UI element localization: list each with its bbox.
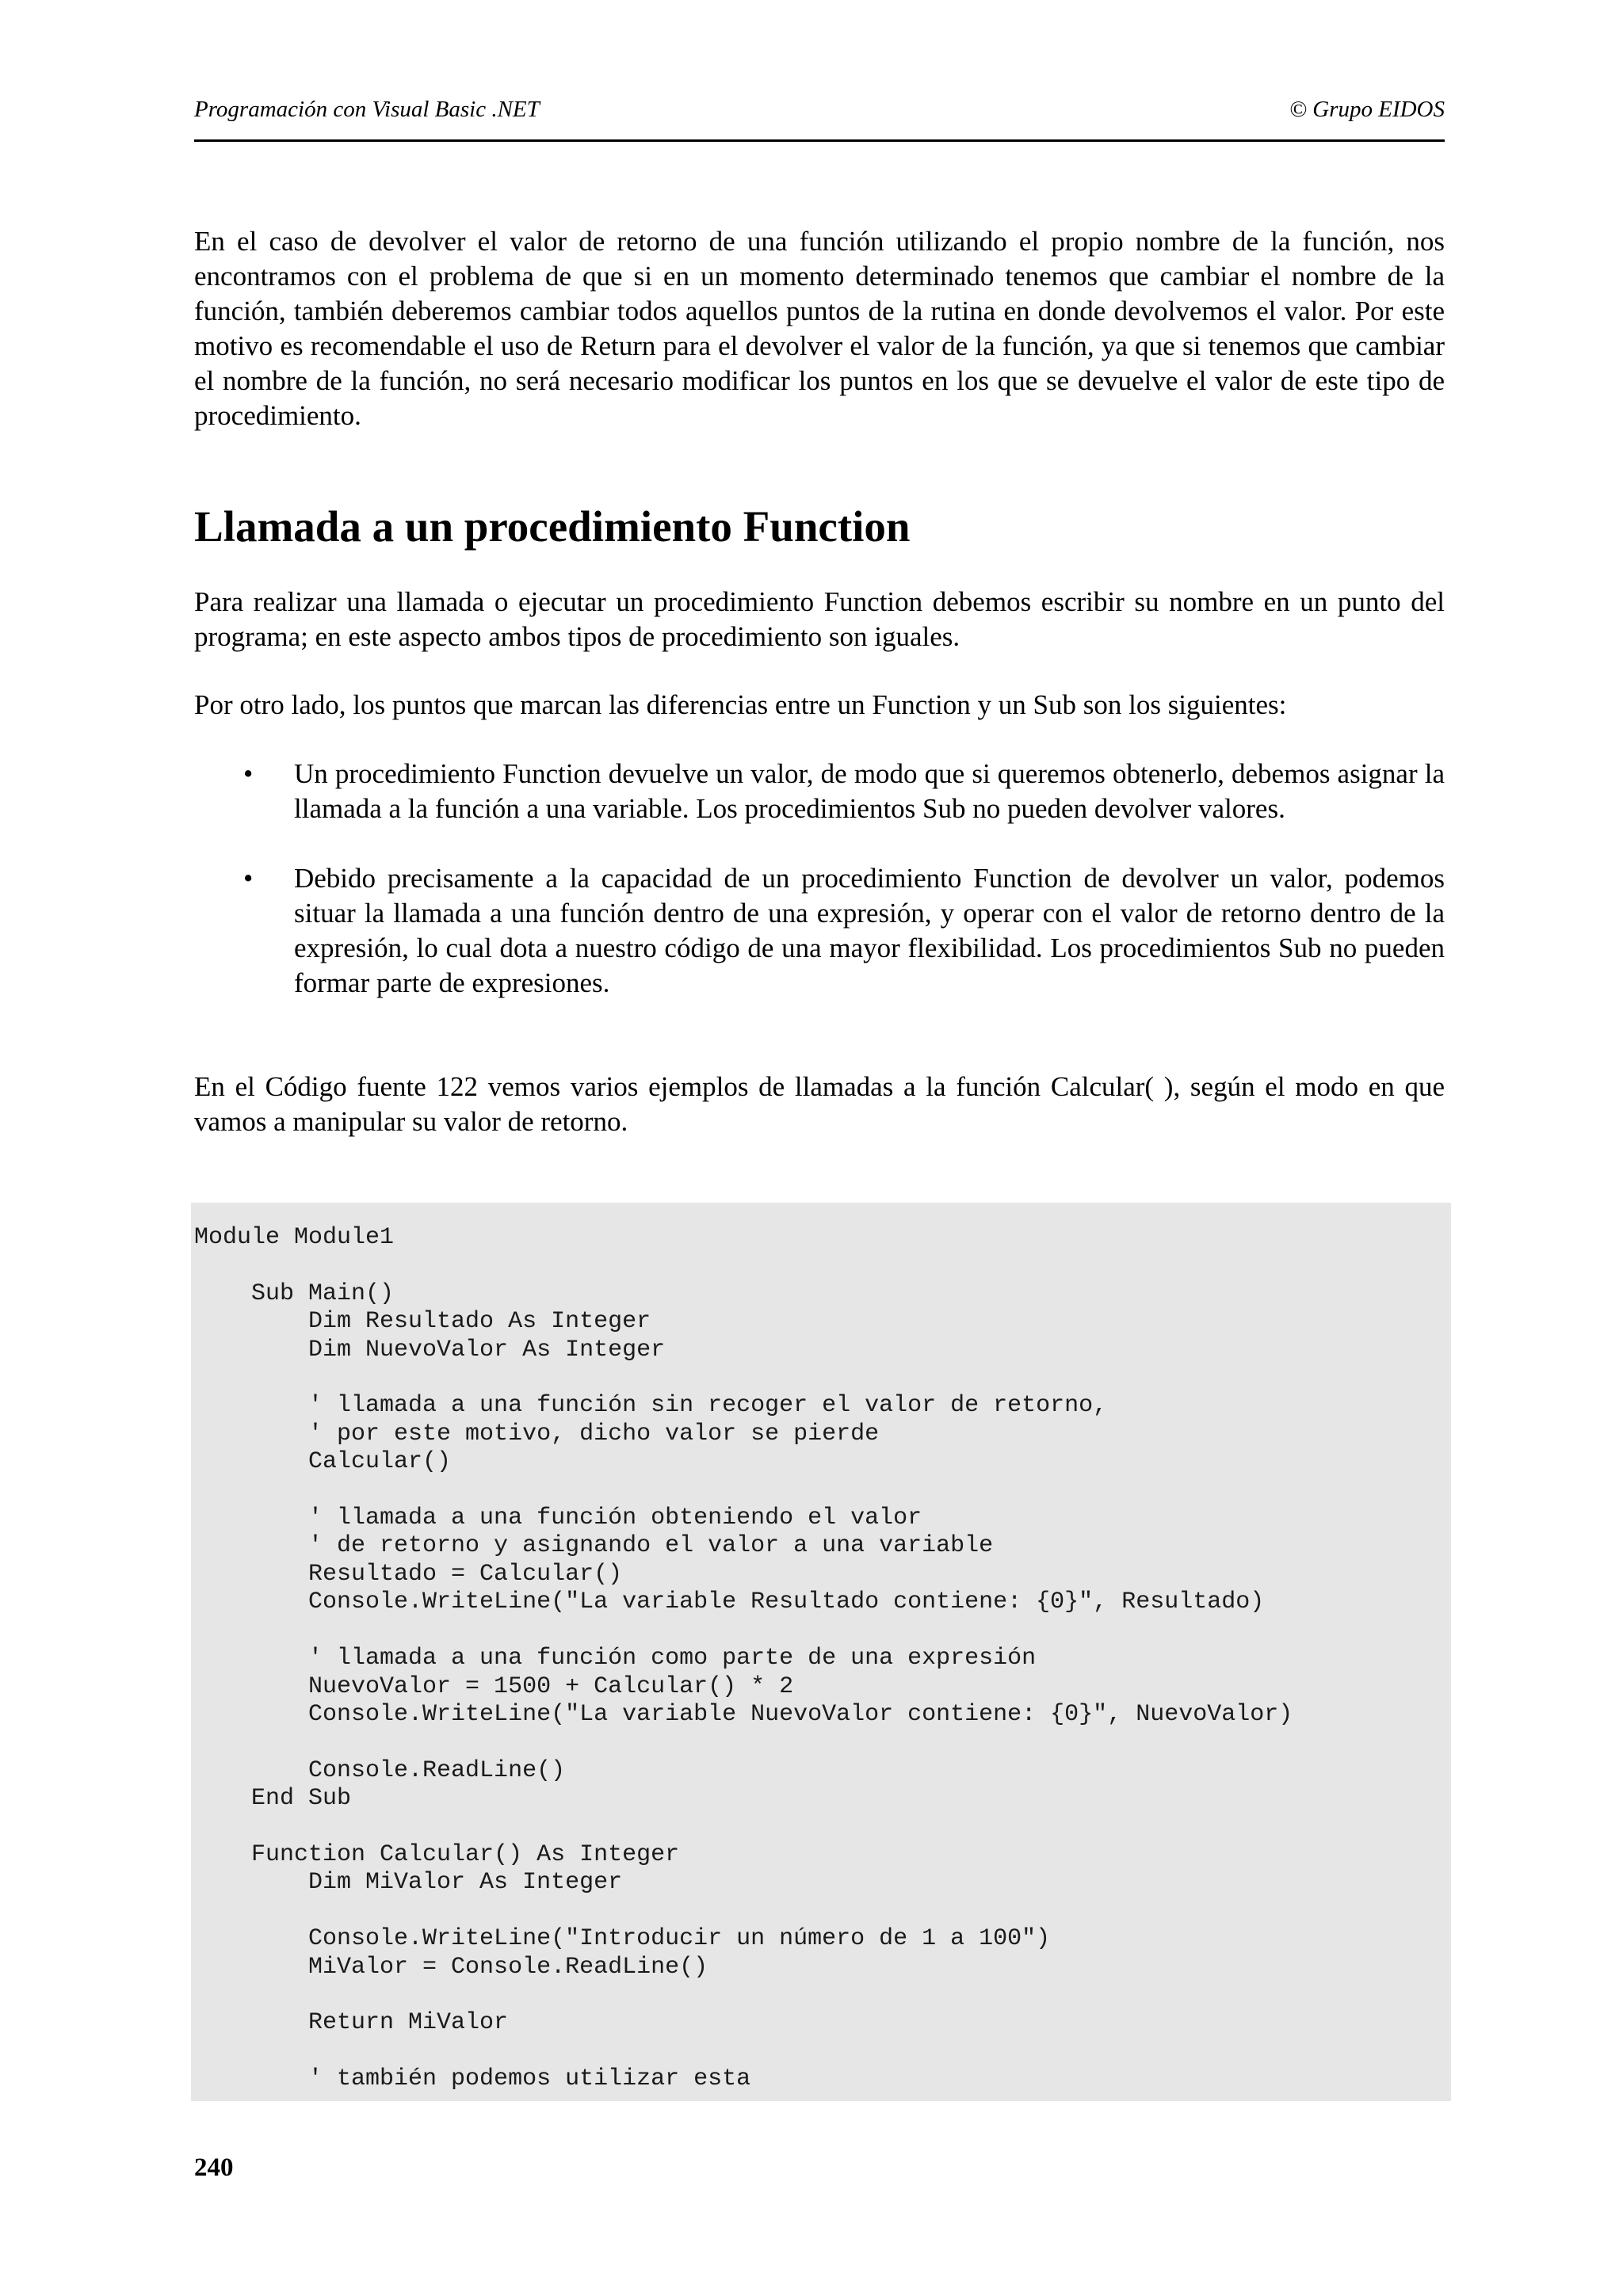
bullet-icon: • bbox=[243, 758, 254, 789]
section-heading: Llamada a un procedimiento Function bbox=[194, 502, 911, 551]
list-item bbox=[194, 861, 1445, 1001]
paragraph-return-value: En el caso de devolver el valor de retorno de una función utilizando el propio nombre de la función, nos encontramos con el problema de que si en un momento determinado tenemos que cambiar el nombre de la función, también deberemos cambiar todos aquellos puntos de la rutina en donde devolvemos el valor. Por este motivo es recomendable el uso de Return para el devolver el valor de la función, ya que si tenemos que cambiar el nombre de la función, no será necesario modificar los puntos en los que se devuelve el valor de este tipo de procedimiento. bbox=[194, 226, 1445, 431]
header-book-title: Programación con Visual Basic .NET bbox=[194, 97, 540, 122]
list-item bbox=[194, 757, 1445, 826]
list-item-text: Debido precisamente a la capacidad de un procedimiento Function de devolver un valor, podemos situar la llamada a una función dentro de una expresión, y operar con el valor de retorno dentro de la expresión, lo cual dota a nuestro código de una mayor flexibilidad. Los procedimientos Sub no pueden formar parte de expresiones. bbox=[294, 863, 1445, 998]
paragraph-code-reference: En el Código fuente 122 vemos varios ejemplos de llamadas a la función Calcular( ), según el modo en que vamos a manipular su valor de retorno. bbox=[194, 1071, 1445, 1137]
page-number: 240 bbox=[194, 2153, 234, 2182]
code-listing: Module Module1 Sub Main() Dim Resultado As Integer Dim NuevoValor As Integer ' llamada a una función sin recoger el valor de retorno, ' por este motivo, dicho valor se pierde Calcular() ' llamada a una función obteniendo el valor ' de retorno y asignando el valor a una variable Resultado = Calcular() Console.WriteLine("La variable Resultado contiene: {0}", Resultado) ' llamada a una función como parte de una expresión NuevoValor = 1500 + Calcular() * 2 Console.WriteLine("La variable NuevoValor contiene: {0}", NuevoValor) Console.ReadLine() End Sub Function Calcular() As Integer Dim MiValor As Integer Console.WriteLine("Introducir un número de 1 a 100") MiValor = Console.ReadLine() Return MiValor ' también podemos utilizar esta bbox=[194, 1224, 1293, 2093]
header-publisher: © Grupo EIDOS bbox=[1289, 97, 1445, 122]
paragraph-call-function: Para realizar una llamada o ejecutar un procedimiento Function debemos escribir su nombre en un punto del programa; en este aspecto ambos tipos de procedimiento son iguales. bbox=[194, 586, 1445, 652]
differences-list bbox=[194, 757, 1445, 1001]
paragraph-differences-intro: Por otro lado, los puntos que marcan las diferencias entre un Function y un Sub son los siguientes: bbox=[194, 689, 1287, 720]
list-item-text: Un procedimiento Function devuelve un valor, de modo que si queremos obtenerlo, debemos asignar la llamada a la función a una variable. Los procedimientos Sub no pueden devolver valores. bbox=[294, 758, 1445, 824]
bullet-icon: • bbox=[243, 863, 254, 894]
page-header bbox=[194, 93, 1445, 142]
